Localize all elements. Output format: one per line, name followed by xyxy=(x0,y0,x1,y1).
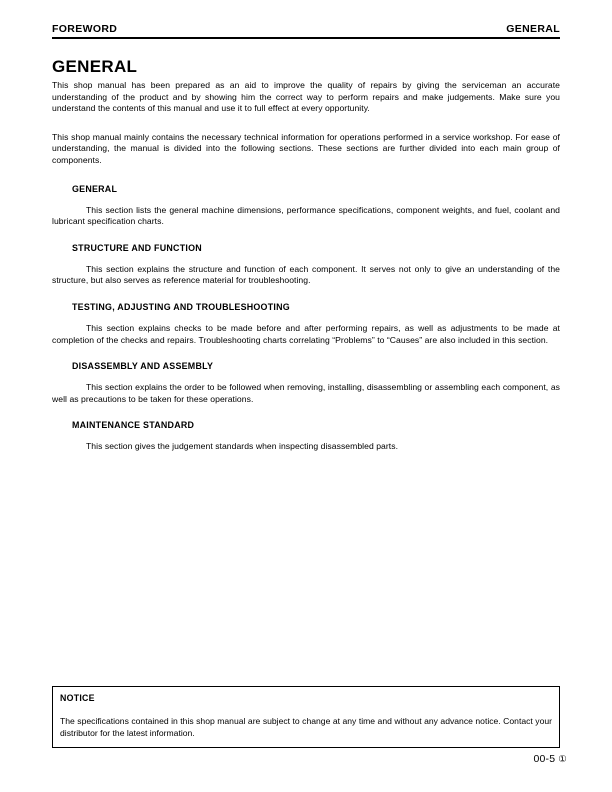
notice-box xyxy=(52,686,560,748)
section-maintenance-standard xyxy=(52,420,560,453)
notice-text: The specifications contained in this shop manual are subject to change at any time and without any advance notice. Contact your distributor for the latest information. xyxy=(60,716,552,738)
section-heading-structure-and-function: STRUCTURE AND FUNCTION xyxy=(72,242,202,253)
section-body-structure-and-function: This section explains the structure and function of each component. It serves not only to give an understanding of the structure, but also serves as reference material for troubleshooting. xyxy=(52,263,560,286)
section-general xyxy=(52,184,560,228)
section-disassembly-and-assembly xyxy=(52,361,560,405)
folio-revision-mark-icon: ① xyxy=(558,754,567,765)
section-heading-testing-adjusting-and-troubleshooting: TESTING, ADJUSTING AND TROUBLESHOOTING xyxy=(72,301,290,312)
section-body-maintenance-standard: This section gives the judgement standards when inspecting disassembled parts. xyxy=(86,441,399,452)
section-structure-and-function xyxy=(52,243,560,287)
page-folio xyxy=(533,753,567,766)
section-body-testing-adjusting-and-troubleshooting: This section explains checks to be made before and after performing repairs, as well as adjustments to be made at completion of the checks and repairs. Troubleshooting charts correlating “Problems” to “Causes” are also included in this section. xyxy=(52,322,560,345)
intro-paragraph-1: This shop manual has been prepared as an aid to improve the quality of repairs by giving the serviceman an accurate understanding of the product and by showing him the correct way to perform repairs and make judgements. Make sure you understand the contents of this manual and use it to full effect at every opportunity. xyxy=(52,80,560,114)
notice-title: NOTICE xyxy=(60,693,95,703)
folio-number: 00-5 xyxy=(533,753,556,765)
intro-paragraph-1-block xyxy=(52,80,560,115)
section-heading-general: GENERAL xyxy=(72,183,118,194)
section-heading-disassembly-and-assembly: DISASSEMBLY AND ASSEMBLY xyxy=(72,361,214,372)
page-content xyxy=(52,80,560,468)
header-section-label: FOREWORD xyxy=(52,23,118,35)
section-heading-maintenance-standard: MAINTENANCE STANDARD xyxy=(72,420,195,431)
intro-paragraph-2: This shop manual mainly contains the necessary technical information for operations performed in a service workshop. For ease of understanding, the manual is divided into the following sections. These sections are further divided into each main group of components. xyxy=(52,131,560,165)
section-body-disassembly-and-assembly: This section explains the order to be followed when removing, installing, disassembling or assembling each component, as well as precautions to be taken for these operations. xyxy=(52,382,560,404)
running-header xyxy=(52,23,560,39)
section-body-general: This section lists the general machine dimensions, performance specifications, component weights, and fuel, coolant and lubricant specification charts. xyxy=(52,204,560,227)
header-chapter-label: GENERAL xyxy=(506,23,560,35)
intro-paragraph-2-block xyxy=(52,132,560,167)
section-testing-adjusting-and-troubleshooting xyxy=(52,302,560,346)
page-title: GENERAL xyxy=(52,57,138,77)
